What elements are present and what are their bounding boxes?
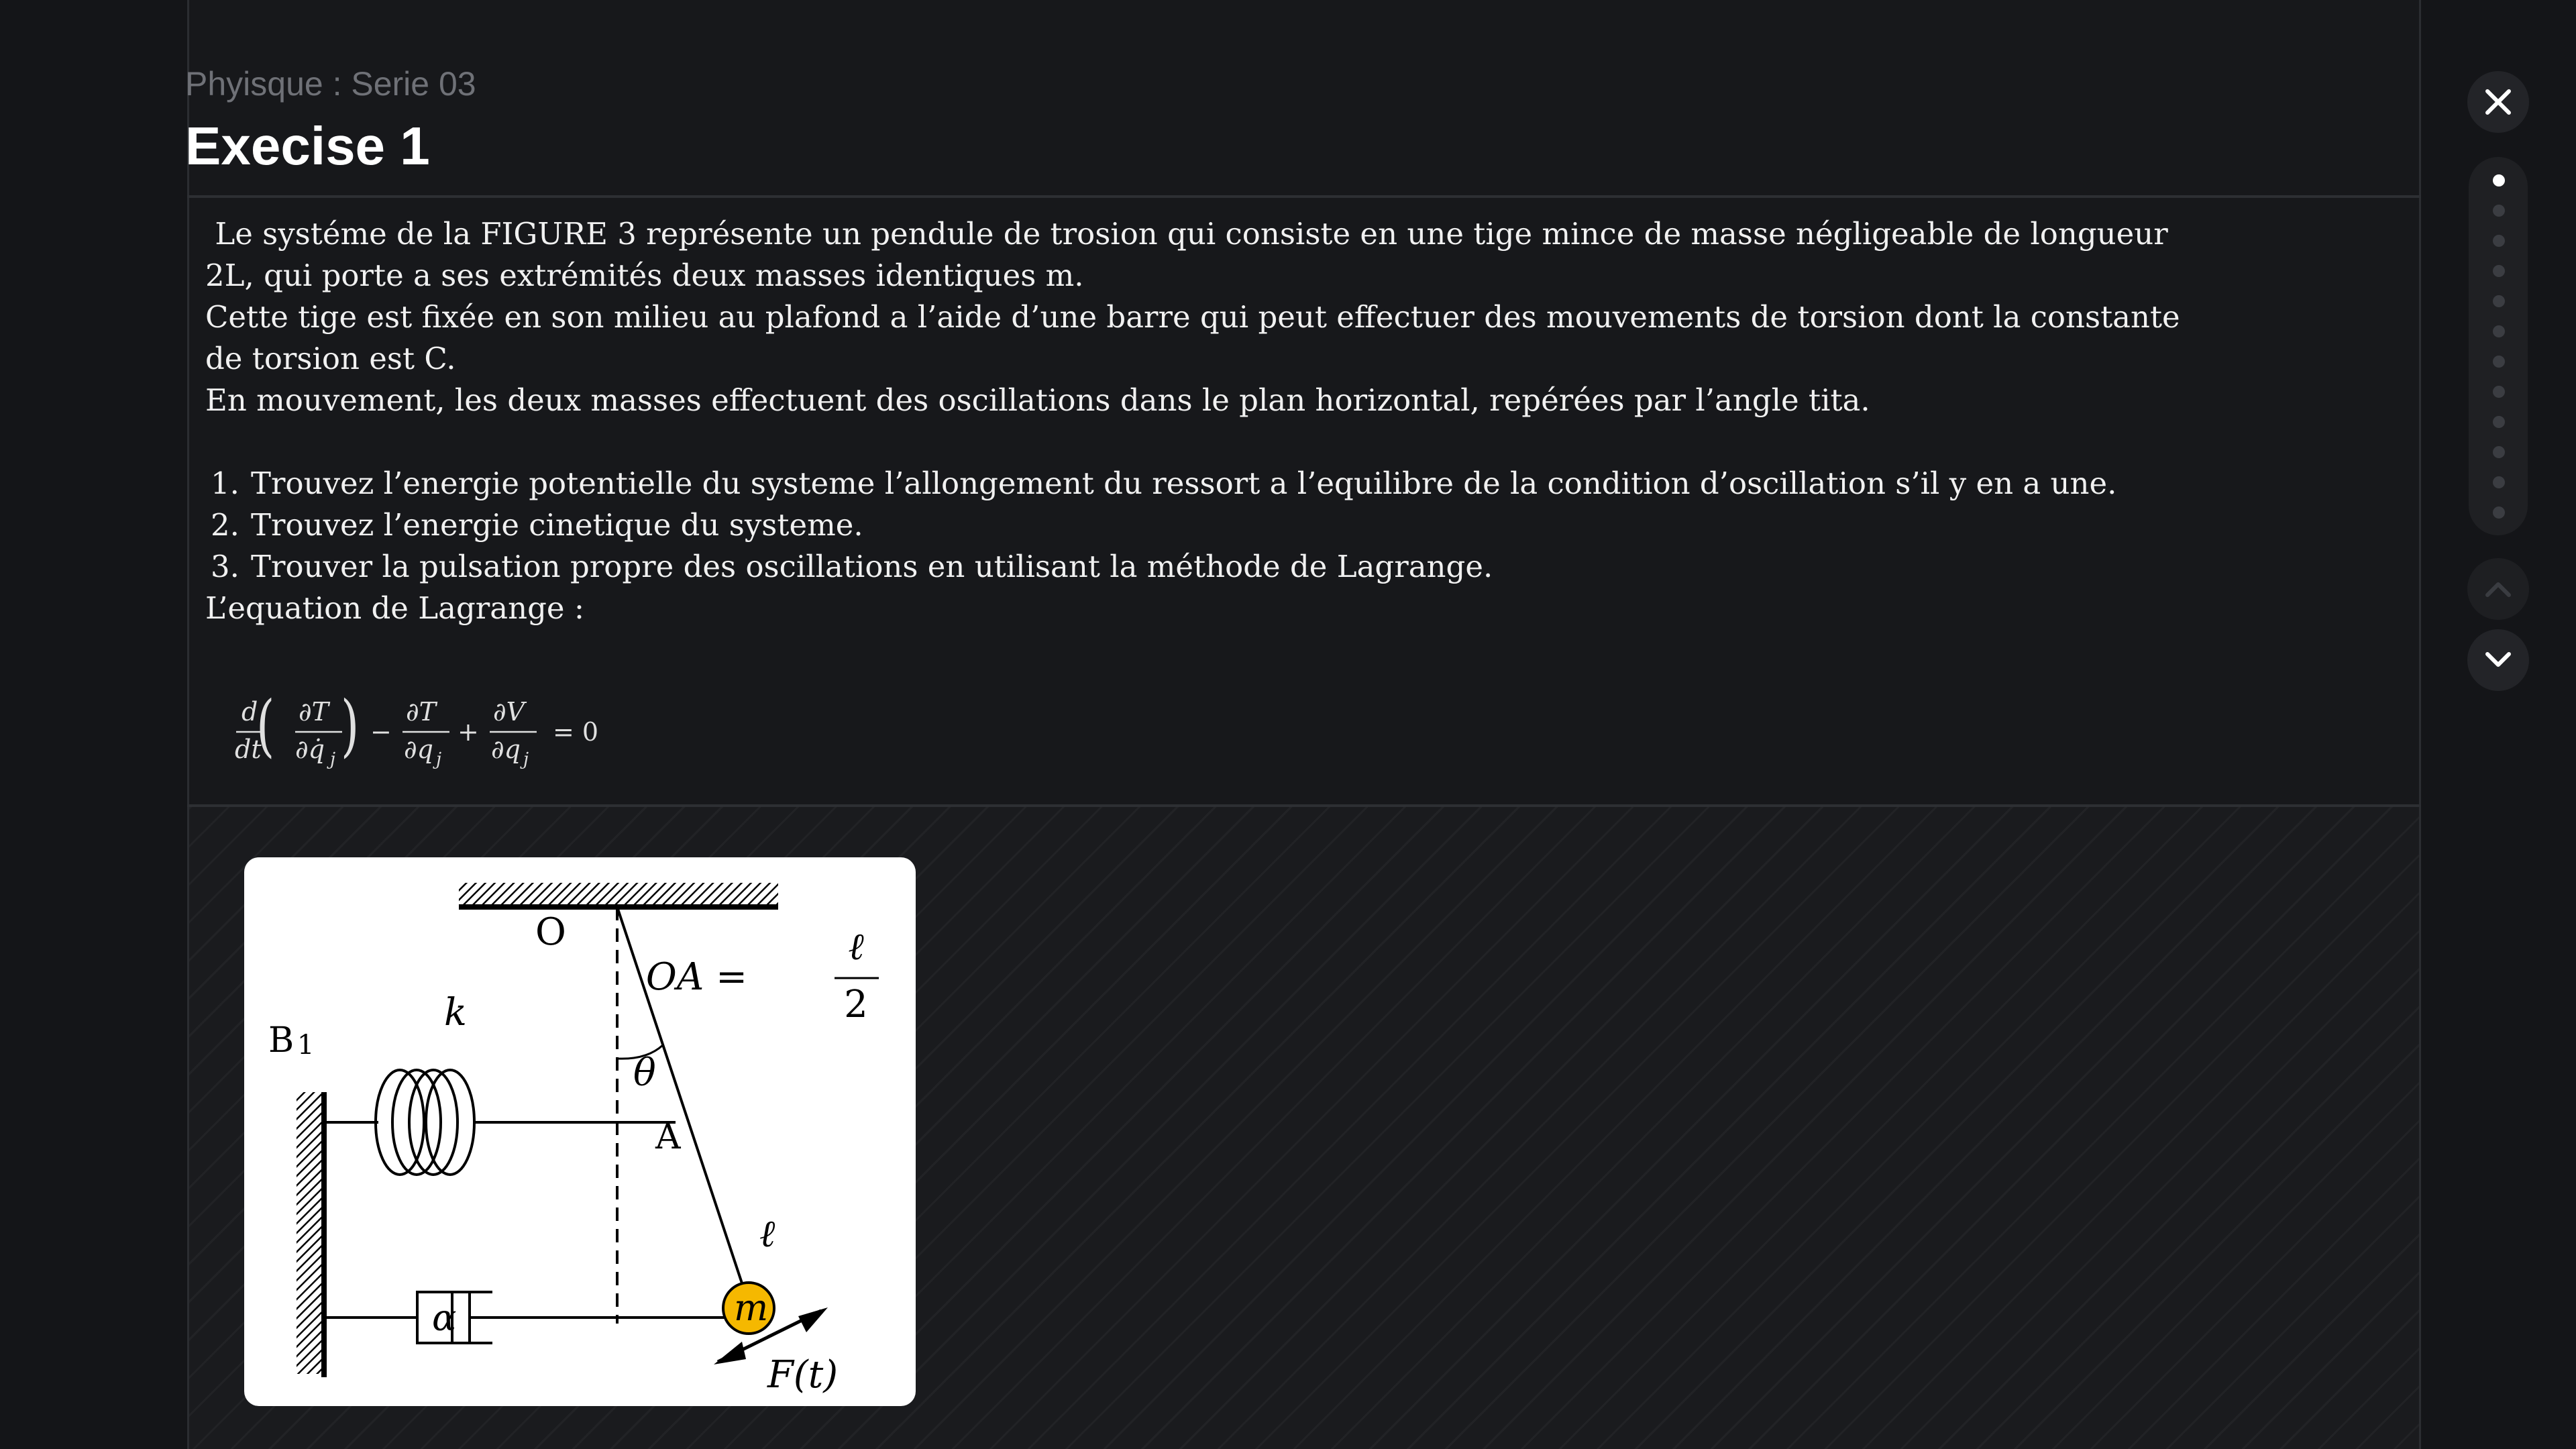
formula-dq2: ∂q xyxy=(491,735,521,764)
formula-plus: + xyxy=(458,717,479,747)
close-icon xyxy=(2483,87,2513,117)
question-item xyxy=(205,546,2218,588)
statement-paragraph: Cette tige est fixée en son milieu au plafond a l’aide d’une barre qui peut effectuer des mouvements de torsion dont la constante de torsion est C. xyxy=(205,299,2180,376)
label-k: k xyxy=(444,991,467,1034)
question-text: Trouver la pulsation propre des oscillations en utilisant la méthode de Lagrange. xyxy=(251,549,1493,584)
label-alpha: α xyxy=(432,1297,457,1339)
formula-dT2: ∂T xyxy=(406,697,436,727)
chevron-down-icon xyxy=(2483,650,2513,670)
slide-dot-active[interactable] xyxy=(2493,174,2505,186)
formula-dt: dt xyxy=(235,735,262,764)
label-B-subscript: 1 xyxy=(297,1030,315,1061)
slide-dot[interactable] xyxy=(2493,295,2505,307)
formula-dq: ∂q xyxy=(404,735,433,764)
question-number: 1. xyxy=(211,466,239,501)
slide-dot[interactable] xyxy=(2493,476,2505,488)
question-text: Trouvez l’energie cinetique du systeme. xyxy=(251,507,863,543)
previous-button[interactable] xyxy=(2467,558,2529,620)
figure-card[interactable] xyxy=(244,857,916,1406)
lagrange-label: L’equation de Lagrange : xyxy=(205,590,584,626)
spring-coils xyxy=(376,1070,474,1175)
slide-dot[interactable] xyxy=(2493,205,2505,217)
question-text: Trouvez l’energie potentielle du systeme l’allongement du ressort a l’equilibre de la condition d’oscillation s’il y en a une. xyxy=(251,466,2117,501)
slide-navigation-dots xyxy=(2469,157,2528,535)
label-oa-denominator: 2 xyxy=(844,983,868,1026)
close-button[interactable] xyxy=(2467,71,2529,133)
formula-subscript: j xyxy=(523,749,529,769)
label-force: F(t) xyxy=(767,1353,839,1397)
slide-dot[interactable] xyxy=(2493,265,2505,277)
question-number: 3. xyxy=(211,549,239,584)
question-list xyxy=(205,463,2218,588)
svg-text:(: ( xyxy=(256,691,275,765)
formula-equals-zero: = 0 xyxy=(553,717,599,747)
label-l: ℓ xyxy=(759,1212,775,1256)
pendulum-figure xyxy=(244,857,916,1406)
statement-paragraph: Le systéme de la FIGURE 3 représente un pendule de trosion qui consiste en une tige mince de masse négligeable de longueur 2L, qui porte a ses extrémités deux masses identiques m. xyxy=(205,216,2178,293)
ceiling-hatch xyxy=(459,883,778,906)
formula-subscript: j xyxy=(436,749,442,769)
question-number: 2. xyxy=(211,507,239,543)
formula-dqdot: ∂q̇ xyxy=(295,735,325,764)
question-item xyxy=(205,463,2218,504)
formula-subscript: j xyxy=(330,749,336,769)
header-divider xyxy=(187,195,2421,198)
series-subtitle: Phyisque : Serie 03 xyxy=(185,65,476,103)
slide-dot[interactable] xyxy=(2493,235,2505,247)
statement-paragraph: En mouvement, les deux masses effectuent des oscillations dans le plan horizontal, repérées par l’angle tita. xyxy=(205,382,1870,418)
slide-dot[interactable] xyxy=(2493,446,2505,458)
label-oa: OA = xyxy=(645,955,747,999)
force-arrow-head xyxy=(798,1307,828,1332)
svg-text:): ) xyxy=(341,691,360,765)
formula-dT: ∂T xyxy=(299,697,329,727)
formula-d: d xyxy=(241,697,258,727)
slide-dot[interactable] xyxy=(2493,356,2505,368)
label-m: m xyxy=(734,1287,769,1329)
label-A: A xyxy=(655,1117,681,1157)
lagrange-equation xyxy=(228,691,617,775)
question-item xyxy=(205,504,2218,546)
formula-dV: ∂V xyxy=(493,697,525,727)
next-button[interactable] xyxy=(2467,629,2529,691)
wall-hatch xyxy=(297,1092,322,1374)
slide-dot[interactable] xyxy=(2493,506,2505,519)
force-arrow-head xyxy=(714,1342,746,1364)
slide-dot[interactable] xyxy=(2493,325,2505,337)
exercise-title: Execise 1 xyxy=(185,116,430,176)
label-O: O xyxy=(535,910,566,954)
label-oa-numerator: ℓ xyxy=(848,925,864,969)
chevron-up-icon xyxy=(2483,579,2513,599)
slide-dot[interactable] xyxy=(2493,386,2505,398)
slide-dot[interactable] xyxy=(2493,416,2505,428)
label-B: B xyxy=(268,1020,294,1061)
formula-minus: − xyxy=(370,717,392,747)
exercise-statement xyxy=(205,213,2218,629)
label-theta: θ xyxy=(633,1051,656,1095)
